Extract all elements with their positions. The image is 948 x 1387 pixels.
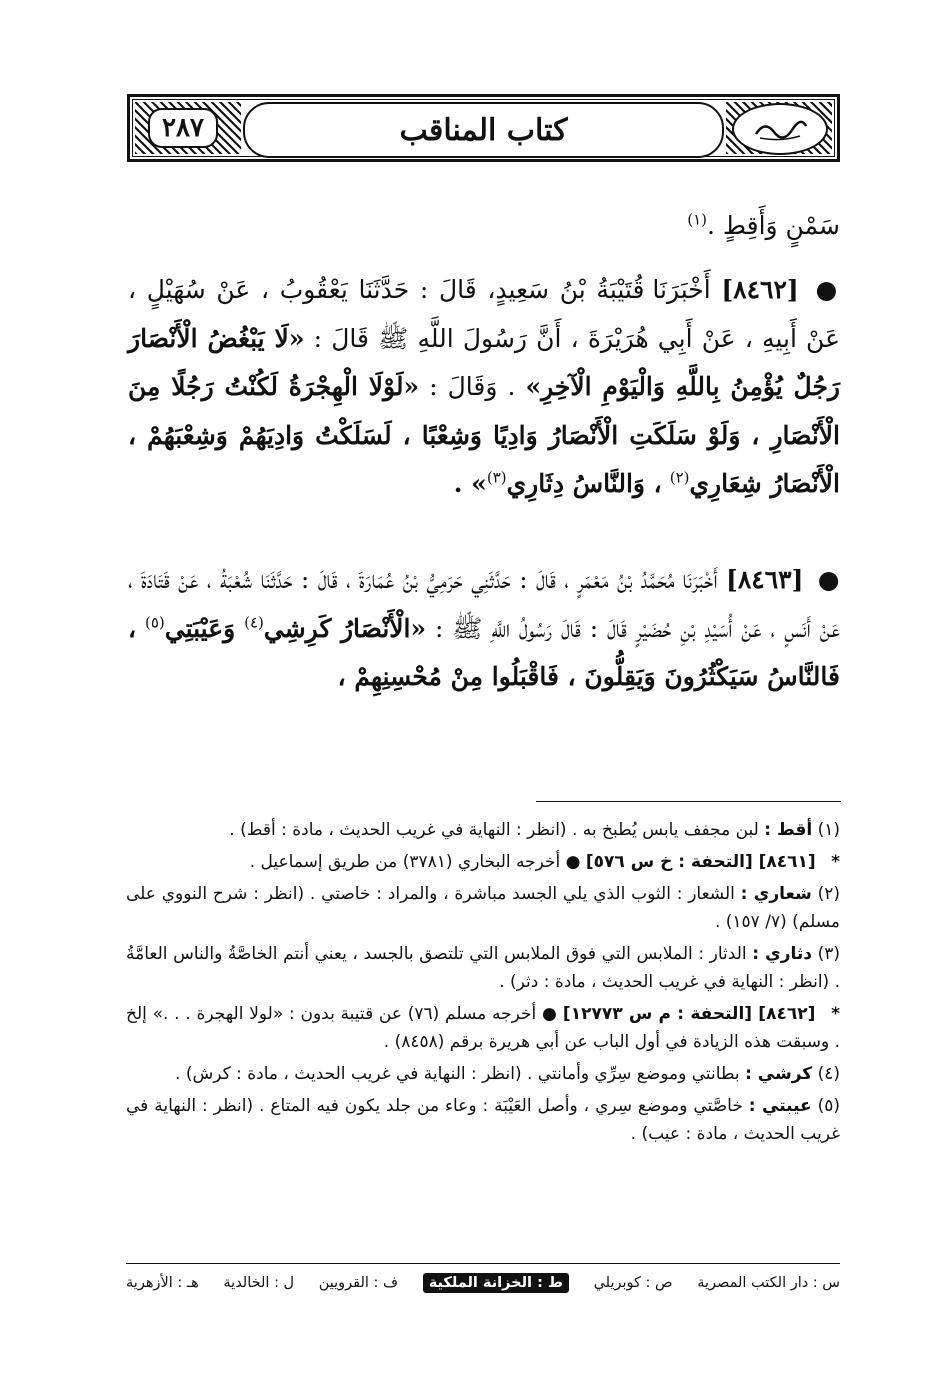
footnote-mark: (٣)	[817, 944, 841, 964]
footnote-label: عيبتي :	[748, 1096, 812, 1116]
hadith-matn-3: ، فَالنَّاسُ سَيَكْثُرُونَ وَيَقِلُّونَ ، فَاقْبَلُوا مِنْ مُحْسِنِهِمْ ،	[128, 613, 840, 691]
hadith-connector: . وَقَالَ :	[429, 372, 516, 401]
footnote-text: لبن مجفف يابس يُطبخ به . (انظر : النهاية في غريب الحديث ، مادة : أقط) .	[229, 820, 759, 840]
page-number-box	[135, 102, 231, 154]
siglum-lam: ل : الخالدية	[223, 1275, 295, 1291]
footnote-ref-3[interactable]: (٣)	[486, 468, 507, 487]
footnote-3	[126, 940, 840, 996]
footnote-ref-2[interactable]: (٢)	[669, 468, 690, 487]
hadith-matn-1: «الْأَنْصَارُ كَرِشِي	[263, 613, 427, 643]
hadith-close: » .	[453, 469, 487, 498]
footnote-1	[126, 816, 840, 844]
hadith-matn-3: ، وَالنَّاسُ دِثَارِي	[506, 469, 662, 498]
footnote-ref-1[interactable]: (١)	[687, 210, 708, 229]
intro-text: سَمْنٍ وَأَقِطٍ .	[707, 211, 840, 240]
bullet-icon: ●	[815, 275, 840, 304]
emblem-calligraphy-icon	[750, 114, 810, 144]
hadith-number: [٨٤٦٢]	[721, 275, 799, 304]
footnotes	[126, 816, 840, 1152]
hadith-matn-1: «لَا يَبْغُضُ الْأَنْصَارَ رَجُلٌ يُؤْمِنُ بِاللَّهِ وَالْيَوْمِ الْآخِرِ»	[128, 323, 840, 401]
footnote-mark: (٢)	[817, 884, 841, 904]
footnote-ref-4[interactable]: (٤)	[244, 613, 264, 632]
hadith-isnad: أَخْبَرَنَا مُحَمَّدُ بْنُ مَعْمَرٍ ، قَالَ : حَدَّثَنِي حَرَمِيُّ بْنُ عُمَارَةَ ، قَالَ : حَدَّثَنَا شُعْبَةُ ، عَنْ قَتَادَةَ ، عَنْ أَنَسٍ ، عَنْ أُسَيْدِ بْنِ حُضَيْرٍ قَالَ : قَالَ رَسُولُ اللَّهِ ﷺ :	[128, 565, 841, 643]
hadith-matn-2: «لَوْلَا الْهِجْرَةُ لَكُنْتُ رَجُلًا مِنَ الْأَنْصَارِ ، وَلَوْ سَلَكَتِ الْأَنْصَارُ وَادِيًا وَشِعْبًا ، لَسَلَكْتُ وَادِيَهُمْ وَشِعْبَهُمْ ، الْأَنْصَارُ شِعَارِي	[128, 372, 840, 498]
hadith-8462	[128, 266, 840, 509]
asterisk-icon: *	[831, 1004, 841, 1024]
footnote-label: [٨٤٦٢] [التحفة : م س ١٢٧٧٣]	[562, 1004, 816, 1024]
footnote-label: دثاري :	[752, 944, 812, 964]
footnote-text: ● أخرجه البخاري (٣٧٨١) من طريق إسماعيل .	[249, 852, 581, 872]
series-emblem-icon	[732, 103, 828, 155]
hadith-8463	[128, 556, 840, 702]
sigla-divider	[126, 1263, 840, 1264]
footnote-ref-5[interactable]: (٥)	[144, 613, 165, 632]
siglum-ta-highlighted: ط : الخزانة الملكية	[423, 1273, 569, 1293]
asterisk-icon: *	[831, 852, 840, 872]
footnote-4	[126, 1060, 840, 1088]
footnote-label: [٨٤٦١] [التحفة : خ س ٥٧٦]	[585, 852, 816, 872]
footnote-text: بطانتي وموضع سِرِّي وأمانتي . (انظر : النهاية في غريب الحديث ، مادة : كرش) .	[175, 1064, 740, 1084]
book-title: كتاب المناقب	[399, 112, 568, 148]
siglum-fa: ف : القرويين	[318, 1275, 399, 1291]
footnote-takhrij-8461	[126, 848, 840, 876]
intro-line	[128, 202, 840, 251]
footnote-2	[126, 880, 840, 936]
footnote-5	[126, 1092, 840, 1148]
siglum-sad: ص : كوبريلي	[593, 1275, 673, 1291]
footnote-text: ● أخرجه مسلم (٧٦) عن قتيبة بدون : «لولا الهجرة . . .» إلخ . وسبقت هذه الزيادة في أول الباب عن أبي هريرة برقم (٨٤٥٨) .	[126, 1004, 840, 1052]
manuscript-sigla	[126, 1268, 840, 1298]
page-number: ٢٨٧	[148, 108, 218, 148]
footnote-mark: (٤)	[817, 1064, 840, 1084]
footnote-takhrij-8462	[126, 1000, 840, 1056]
footnote-text: الدثار : الملابس التي فوق الملابس التي تلتصق بالجسد ، يعني أنتم الخاصَّةُ والناس العامَّةُ . (انظر : النهاية في غريب الحديث ، مادة : دثر) .	[126, 944, 840, 992]
footnote-label: كرشي :	[745, 1064, 813, 1084]
footnote-mark: (٥)	[817, 1096, 840, 1116]
siglum-ha: هـ : الأزهرية	[126, 1275, 199, 1291]
title-cartouche	[243, 102, 724, 158]
bullet-icon: ●	[817, 565, 840, 594]
siglum-s: س : دار الكتب المصرية	[697, 1275, 840, 1291]
footnote-text: الشعار : الثوب الذي يلي الجسد مباشرة ، والمراد : خاصتي . (انظر : شرح النووي على مسلم) (٧/ ١٥٧) .	[126, 884, 840, 932]
footnote-text: خاصَّتي وموضع سِري ، وأصل العَيْبَة : وعاء من جلد يكون فيه المتاع . (انظر : النهاية في غريب الحديث ، مادة : عيب) .	[126, 1096, 840, 1144]
hadith-isnad: أَخْبَرَنَا قُتَيْبَةُ بْنُ سَعِيدٍ، قَالَ : حَدَّثَنَا يَعْقُوبُ ، عَنْ سُهَيْلٍ ، عَنْ أَبِيهِ ، عَنْ أَبِي هُرَيْرَةَ ، أَنَّ رَسُولَ اللَّهِ ﷺ قَالَ :	[128, 275, 841, 353]
footnote-label: شعاري :	[740, 884, 812, 904]
hadith-number: [٨٤٦٣]	[726, 565, 804, 594]
footnote-mark: (١)	[817, 820, 840, 840]
page-header	[127, 94, 840, 162]
hadith-matn-2: وَعَيْبَتِي	[164, 613, 236, 643]
footnote-divider	[536, 801, 841, 802]
footnote-label: أقط :	[764, 820, 813, 840]
